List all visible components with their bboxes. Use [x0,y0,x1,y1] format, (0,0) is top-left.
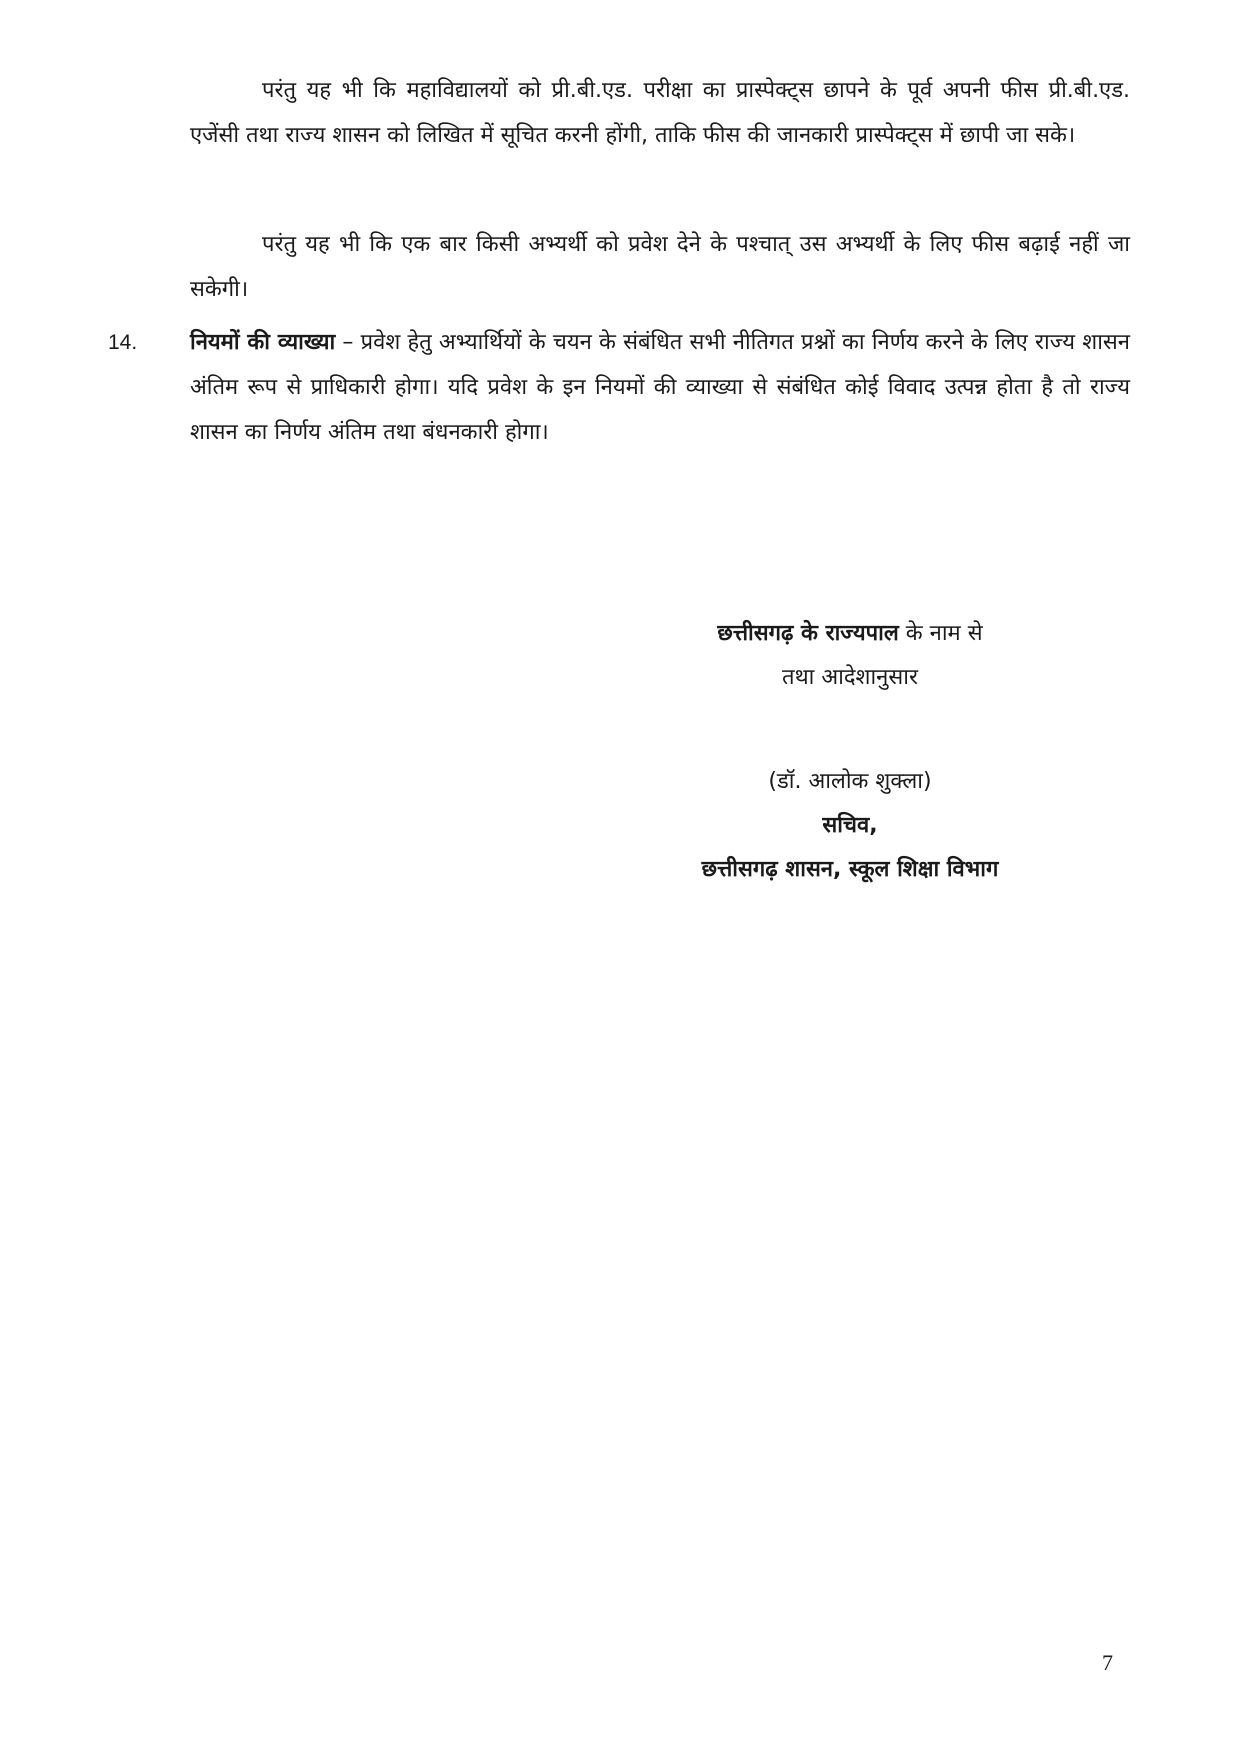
proviso-paragraph-fee-increase: परंतु यह भी कि एक बार किसी अभ्यर्थी को प्रवेश देने के पश्चात् उस अभ्यर्थी के लिए फीस बढ़ाई नहीं जा सकेगी। [190,232,1130,302]
authority-line [640,612,1060,656]
signatory-designation: सचिव, [822,813,878,838]
signature-authority-block [640,612,1060,700]
signatory-block [640,760,1060,892]
rule-body-text: – प्रवेश हेतु अभ्यार्थियों के चयन के संबंधित सभी नीतिगत प्रश्नों का निर्णय करने के लिए राज्य शासन अंतिम रूप से प्राधिकारी होगा। यदि प्रवेश के इन नियमों की व्याख्या से संबंधित कोई विवाद उत्पन्न होता है तो राज्य शासन का निर्णय अंतिम तथा बंधनकारी होगा। [190,330,1130,445]
order-line: तथा आदेशानुसार [782,665,918,690]
rule-number: 14. [108,331,138,354]
page-number: 7 [1102,1650,1113,1675]
rule-interpretation-paragraph [190,320,1130,455]
authority-bold-text: छत्तीसगढ़ के राज्यपाल [717,621,899,646]
rule-heading: नियमों की व्याख्या [190,330,336,355]
authority-rest-text: के नाम से [898,621,983,646]
signatory-department: छत्तीसगढ़ शासन, स्कूल शिक्षा विभाग [701,857,999,882]
signatory-name: (डॉ. आलोक शुक्ला) [768,769,932,794]
proviso-paragraph-fee-prospectus: परंतु यह भी कि महाविद्यालयों को प्री.बी.एड. परीक्षा का प्रास्पेक्ट्स छापने के पूर्व अपनी फीस प्री.बी.एड. एजेंसी तथा राज्य शासन को लिखित में सूचित करनी होंगी, ताकि फीस की जानकारी प्रास्पेक्ट्स में छापी जा सके। [190,78,1130,148]
